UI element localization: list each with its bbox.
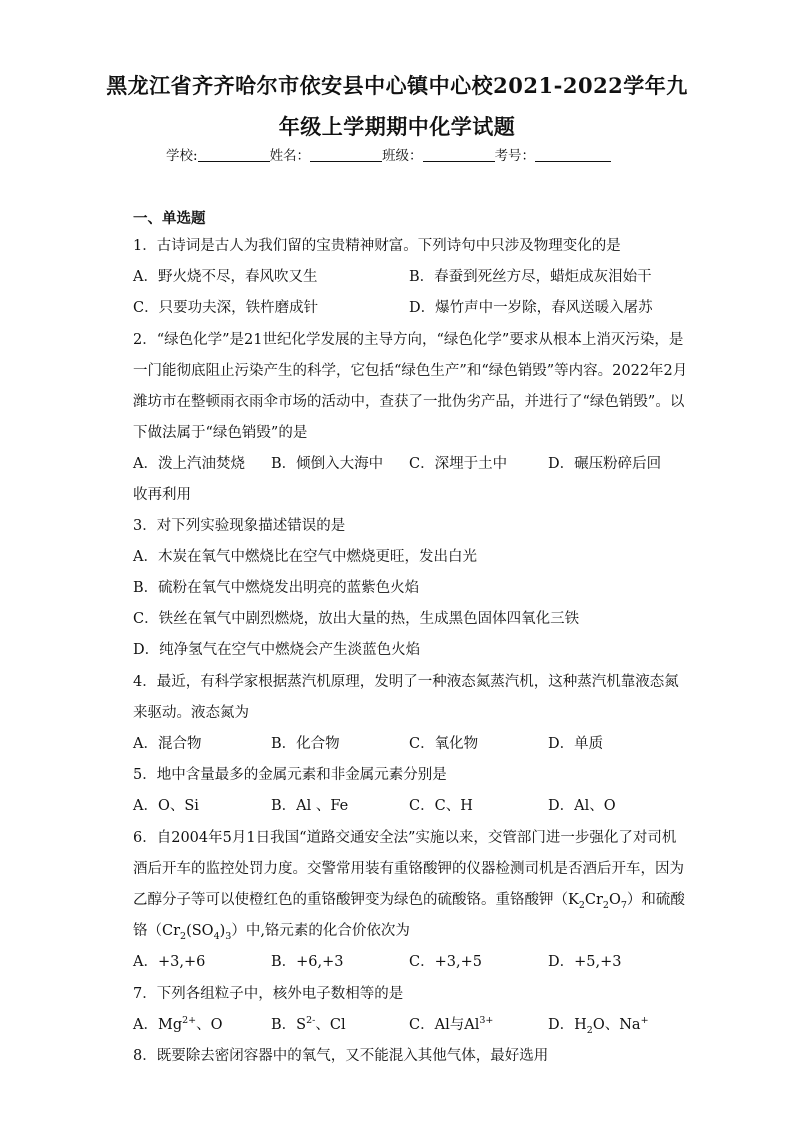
- q8-stem: 8．既要除去密闭容器中的氧气，又不能混入其他气体，最好选用: [133, 1048, 549, 1064]
- q5-option-d: D．Al、O: [548, 798, 616, 814]
- q6-line-3-end: ）和硫酸: [626, 892, 685, 908]
- potassium-dichromate-formula: $K_2Cr_2O_7$: [568, 892, 627, 911]
- q1-option-a: A．野火烧不尽，春风吹又生: [133, 269, 318, 285]
- q7-option-a: A．$Mg^{2+}$、O: [133, 1015, 223, 1033]
- q6-option-d: D．+5,+3: [548, 954, 622, 970]
- q2-option-c: C．深埋于土中: [409, 456, 508, 472]
- q3-option-d: D．纯净氢气在空气中燃烧会产生淡蓝色火焰: [133, 642, 421, 658]
- q2-stem-line-3: 潍坊市在整顿雨衣雨伞市场的活动中，查获了一批伪劣产品，并进行了“绿色销毁”。以: [133, 394, 685, 410]
- exam-title-line-1: 黑龙江省齐齐哈尔市依安县中心镇中心校2021-2022学年九: [106, 73, 688, 98]
- chromium-sulfate-formula: $Cr_2(SO_4)_3$: [162, 923, 232, 942]
- name-label: 姓名：: [269, 148, 311, 164]
- q7-option-d: D．$H_2O$、Na+: [548, 1015, 649, 1036]
- q3-option-c: C．铁丝在氧气中剧烈燃烧，放出大量的热，生成黑色固体四氧化三铁: [133, 611, 580, 627]
- q2-stem-line-4: 下做法属于“绿色销毁”的是: [133, 425, 308, 441]
- q6-stem-line-2: 酒后开车的监控处罚力度。交警常用装有重铬酸钾的仪器检测司机是否酒后开车，因为: [133, 861, 684, 877]
- q5-option-c: C．C、H: [409, 798, 473, 814]
- q5-option-b: B．Al 、Fe: [271, 798, 349, 814]
- q7-option-b: B．$S^{2-}$、Cl: [271, 1015, 346, 1033]
- q6-stem-line-1: 6．自2004年5月1日我国“道路交通安全法”实施以来，交管部门进一步强化了对司机: [133, 830, 677, 846]
- q4-option-d: D．单质: [548, 736, 604, 752]
- q3-option-a: A．木炭在氧气中燃烧比在空气中燃烧更旺，发出白光: [133, 549, 477, 565]
- number-label: 考号：: [494, 148, 536, 164]
- q1-option-b: B．春蚕到死丝方尽，蜡炬成灰泪始干: [409, 269, 652, 285]
- q2-option-b: B．倾倒入大海中: [271, 456, 384, 472]
- q4-option-c: C．氧化物: [409, 736, 479, 752]
- q2-option-d: D．碾压粉碎后回: [548, 456, 662, 472]
- q6-line-4-start: 铬（: [133, 923, 162, 939]
- q1-option-d: D．爆竹声中一岁除，春风送暖入屠苏: [409, 300, 653, 316]
- q4-stem-line-2: 来驱动。液态氮为: [133, 705, 249, 721]
- q5-stem: 5．地中含量最多的金属元素和非金属元素分别是: [133, 767, 447, 783]
- q6-option-b: B．+6,+3: [271, 954, 344, 970]
- school-label: 学校:: [166, 148, 198, 164]
- q2-stem-line-2: 一门能彻底阻止污染产生的科学，它包括“绿色生产”和“绿色销毁”等内容。2022年2月: [133, 363, 688, 379]
- number-blank[interactable]: [535, 147, 611, 162]
- section-title: 一、单选题: [133, 210, 206, 227]
- q3-option-b: B．硫粉在氧气中燃烧发出明亮的蓝紫色火焰: [133, 580, 420, 596]
- student-info-row: [166, 144, 611, 164]
- q2-stem-line-1: 2．“绿色化学”是21世纪化学发展的主导方向，“绿色化学”要求从根本上消灭污染，是: [133, 332, 684, 348]
- q4-stem-line-1: 4．最近，有科学家根据蒸汽机原理，发明了一种液态氮蒸汽机，这种蒸汽机靠液态氮: [133, 674, 679, 690]
- school-blank[interactable]: [198, 147, 270, 162]
- q6-option-a: A．+3,+6: [133, 954, 206, 970]
- q6-option-c: C．+3,+5: [409, 954, 482, 970]
- q1-stem: 1．古诗词是古人为我们留的宝贵精神财富。下列诗句中只涉及物理变化的是: [133, 238, 621, 254]
- q4-option-b: B．化合物: [271, 736, 340, 752]
- q4-option-a: A．混合物: [133, 736, 202, 752]
- q3-stem: 3．对下列实验现象描述错误的是: [133, 518, 346, 534]
- q6-line-4-end: ）中,铬元素的化合价依次为: [231, 923, 410, 939]
- q2-option-d-continued: 收再利用: [133, 487, 191, 503]
- q2-option-a: A．泼上汽油焚烧: [133, 456, 245, 472]
- q6-stem-line-4: [133, 919, 410, 942]
- class-label: 班级：: [382, 148, 423, 164]
- q5-option-a: A．O、Si: [133, 798, 199, 814]
- class-blank[interactable]: [423, 147, 495, 162]
- name-blank[interactable]: [310, 147, 382, 162]
- q6-stem-line-3: [133, 888, 685, 911]
- q6-line-3-text: 乙醇分子等可以使橙红色的重铬酸钾变为绿色的硫酸铬。重铬酸钾（: [133, 892, 568, 908]
- q7-option-c: C．Al与$Al^{3+}$: [409, 1015, 494, 1033]
- q1-option-c: C．只要功夫深，铁杵磨成针: [133, 300, 319, 316]
- exam-title-line-2: 年级上学期期中化学试题: [278, 114, 516, 139]
- q7-stem: 7．下列各组粒子中，核外电子数相等的是: [133, 986, 404, 1002]
